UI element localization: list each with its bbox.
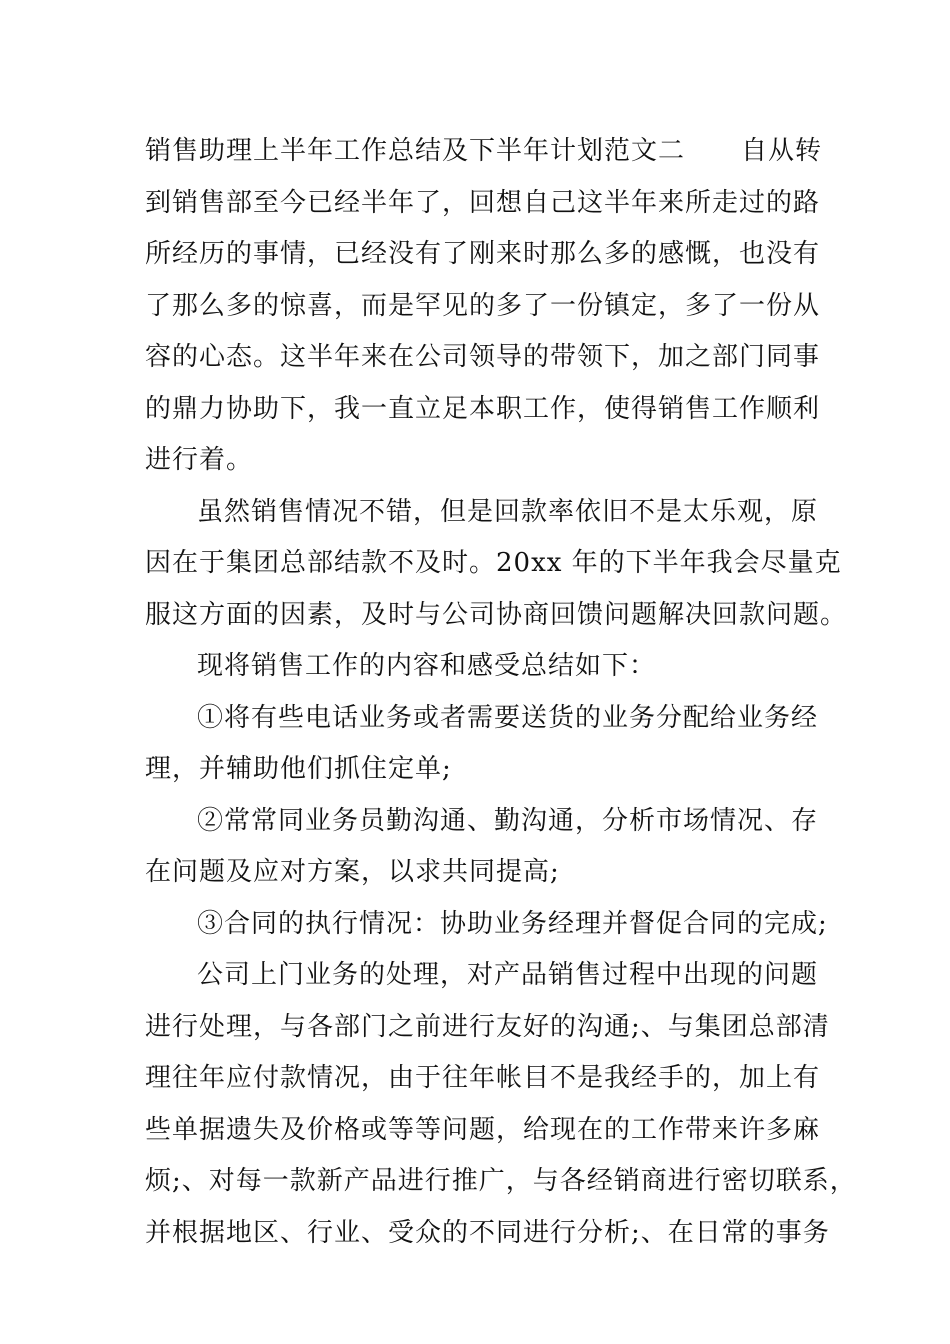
paragraph-line: 烦;、对每一款新产品进行推广，与各经销商进行密切联系， <box>145 1166 857 1196</box>
paragraph-line: 在问题及应对方案，以求共同提高; <box>145 857 560 887</box>
paragraph-line: 并根据地区、行业、受众的不同进行分析;、在日常的事务 <box>145 1217 830 1248</box>
list-item-3 <box>145 899 835 951</box>
paragraph-line: 现将销售工作的内容和感受总结如下： <box>197 651 657 681</box>
list-item-1 <box>145 693 835 796</box>
paragraph-line: 公司上门业务的处理，对产品销售过程中出现的问题 <box>197 960 819 990</box>
paragraph-line: 些单据遗失及价格或等等问题，给现在的工作带来许多麻 <box>145 1114 821 1145</box>
paragraph-line: 服这方面的因素，及时与公司协商回馈问题解决回款问题。 <box>145 599 848 630</box>
list-item-2 <box>145 796 835 899</box>
document-body <box>145 126 857 1259</box>
paragraph-line: 因在于集团总部结款不及时。20xx 年的下半年我会尽量克 <box>145 548 842 578</box>
paragraph-line: 到销售部至今已经半年了，回想自己这半年来所走过的路 <box>145 187 821 218</box>
paragraph-line: 理往年应付款情况，由于往年帐目不是我经手的，加上有 <box>145 1063 821 1093</box>
paragraph-line: 的鼎力协助下，我一直立足本职工作，使得销售工作顺利 <box>145 393 821 424</box>
paragraph-summary-intro <box>145 641 835 693</box>
paragraph-intro <box>145 126 835 487</box>
paragraph-line: ②常常同业务员勤沟通、勤沟通，分析市场情况、存 <box>197 805 819 836</box>
document-title: 销售助理上半年工作总结及下半年计划范文二 <box>145 136 686 166</box>
paragraph-line: 进行着。 <box>145 445 254 475</box>
paragraph-text: 自从转 <box>741 136 823 166</box>
paragraph-line: 理，并辅助他们抓住定单; <box>145 754 452 784</box>
paragraph-line: ①将有些电话业务或者需要送货的业务分配给业务经 <box>197 702 819 733</box>
paragraph-line: 进行处理，与各部门之前进行友好的沟通;、与集团总部清 <box>145 1011 830 1042</box>
paragraph-receivables <box>145 487 848 642</box>
paragraph-line: 了那么多的惊喜，而是罕见的多了一份镇定，多了一份从 <box>145 290 821 321</box>
paragraph-line: 虽然销售情况不错，但是回款率依旧不是太乐观，原 <box>197 496 819 527</box>
paragraph-line: 容的心态。这半年来在公司领导的带领下，加之部门同事 <box>145 342 821 372</box>
paragraph-line: ③合同的执行情况：协助业务经理并督促合同的完成; <box>197 908 828 939</box>
title-line <box>145 126 835 178</box>
paragraph-line: 所经历的事情，已经没有了刚来时那么多的感慨，也没有 <box>145 239 821 269</box>
paragraph-duties <box>145 950 857 1259</box>
